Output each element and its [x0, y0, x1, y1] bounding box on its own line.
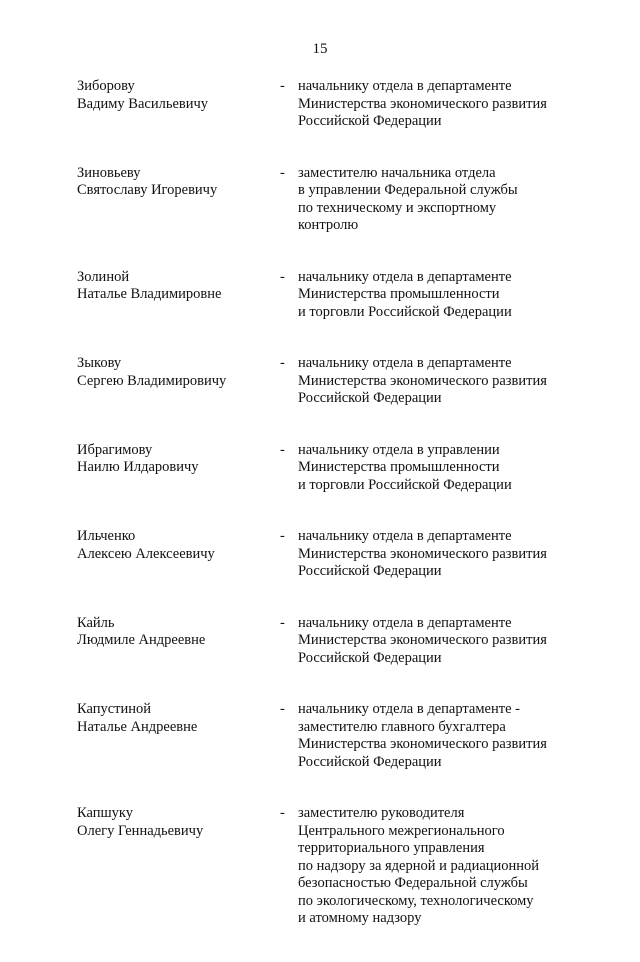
- person-name: [77, 165, 277, 200]
- position-line: по надзору за ядерной и радиационной: [298, 857, 540, 874]
- position-line: начальнику отдела в департаменте: [298, 78, 512, 94]
- position-line: начальнику отдела в департаменте: [298, 355, 512, 371]
- surname: Ильченко: [77, 528, 136, 544]
- list-item: [0, 701, 640, 771]
- appointment-list: [0, 78, 640, 962]
- position-line: Министерства экономического развития: [298, 545, 547, 562]
- surname: Ибрагимову: [77, 441, 153, 458]
- position-text: [298, 805, 598, 928]
- position-text: [298, 355, 598, 408]
- list-item: [0, 442, 640, 495]
- position-line: безопасностью Федеральной службы: [298, 875, 528, 891]
- position-line: Министерства экономического развития: [298, 736, 547, 752]
- dash-separator: -: [280, 268, 285, 285]
- position-line: Российской Федерации: [298, 563, 442, 579]
- position-line: Министерства экономического развития: [298, 372, 547, 389]
- given-names: Святославу Игоревичу: [77, 182, 218, 198]
- surname: Зыкову: [77, 355, 122, 371]
- list-item: [0, 805, 640, 928]
- position-text: [298, 701, 598, 771]
- position-line: начальнику отдела в департаменте: [298, 528, 512, 544]
- position-line: Министерства экономического развития: [298, 632, 547, 648]
- list-item: [0, 269, 640, 322]
- position-line: Министерства промышленности: [298, 286, 500, 302]
- position-line: и торговли Российской Федерации: [298, 303, 512, 320]
- position-text: [298, 442, 598, 495]
- person-name: [77, 269, 277, 304]
- position-line: заместителю главного бухгалтера: [298, 718, 506, 735]
- position-line: начальнику отдела в департаменте: [298, 268, 512, 285]
- given-names: Наталье Владимировне: [77, 286, 222, 302]
- person-name: [77, 701, 277, 736]
- dash-separator: -: [280, 614, 285, 631]
- position-text: [298, 269, 598, 322]
- position-line: начальнику отдела в департаменте: [298, 614, 512, 631]
- surname: Капшуку: [77, 805, 133, 821]
- position-line: по экологическому, технологическому: [298, 892, 534, 909]
- list-item: [0, 165, 640, 235]
- person-name: [77, 78, 277, 113]
- position-line: по техническому и экспортному: [298, 199, 497, 216]
- surname: Кайль: [77, 614, 115, 631]
- position-text: [298, 165, 598, 235]
- person-name: [77, 615, 277, 650]
- position-line: Российской Федерации: [298, 649, 442, 666]
- person-name: [77, 805, 277, 840]
- position-line: Российской Федерации: [298, 390, 442, 406]
- position-text: [298, 528, 598, 581]
- dash-separator: -: [280, 355, 285, 371]
- position-line: и торговли Российской Федерации: [298, 476, 512, 493]
- dash-separator: -: [280, 441, 285, 458]
- surname: Капустиной: [77, 701, 152, 717]
- position-line: Министерства промышленности: [298, 459, 500, 475]
- position-text: [298, 615, 598, 668]
- dash-separator: -: [280, 78, 285, 94]
- dash-separator: -: [280, 528, 285, 544]
- list-item: [0, 615, 640, 668]
- position-line: территориального управления: [298, 840, 485, 856]
- surname: Золиной: [77, 268, 130, 285]
- position-line: в управлении Федеральной службы: [298, 182, 518, 198]
- list-item: [0, 355, 640, 408]
- position-line: начальнику отдела в департаменте -: [298, 701, 520, 717]
- position-line: Центрального межрегионального: [298, 822, 505, 839]
- given-names: Сергею Владимировичу: [77, 372, 227, 389]
- surname: Зиборову: [77, 78, 135, 94]
- given-names: Алексею Алексеевичу: [77, 545, 215, 562]
- surname: Зиновьеву: [77, 164, 141, 181]
- dash-separator: -: [280, 805, 285, 821]
- given-names: Людмиле Андреевне: [77, 632, 206, 648]
- page-number: 15: [312, 41, 328, 57]
- position-line: заместителю начальника отдела: [298, 164, 496, 181]
- position-line: заместителю руководителя: [298, 805, 465, 821]
- given-names: Вадиму Васильевичу: [77, 95, 209, 112]
- person-name: [77, 355, 277, 390]
- position-line: Российской Федерации: [298, 113, 442, 129]
- given-names: Наилю Илдаровичу: [77, 459, 199, 475]
- list-item: [0, 528, 640, 581]
- person-name: [77, 528, 277, 563]
- person-name: [77, 442, 277, 477]
- given-names: Наталье Андреевне: [77, 718, 198, 735]
- dash-separator: -: [280, 701, 285, 717]
- list-item: [0, 78, 640, 131]
- given-names: Олегу Геннадьевичу: [77, 822, 204, 839]
- dash-separator: -: [280, 164, 285, 181]
- position-line: Российской Федерации: [298, 753, 442, 770]
- position-line: контролю: [298, 217, 359, 233]
- position-line: Министерства экономического развития: [298, 95, 547, 112]
- position-line: и атомному надзору: [298, 910, 422, 926]
- position-text: [298, 78, 598, 131]
- position-line: начальнику отдела в управлении: [298, 441, 500, 458]
